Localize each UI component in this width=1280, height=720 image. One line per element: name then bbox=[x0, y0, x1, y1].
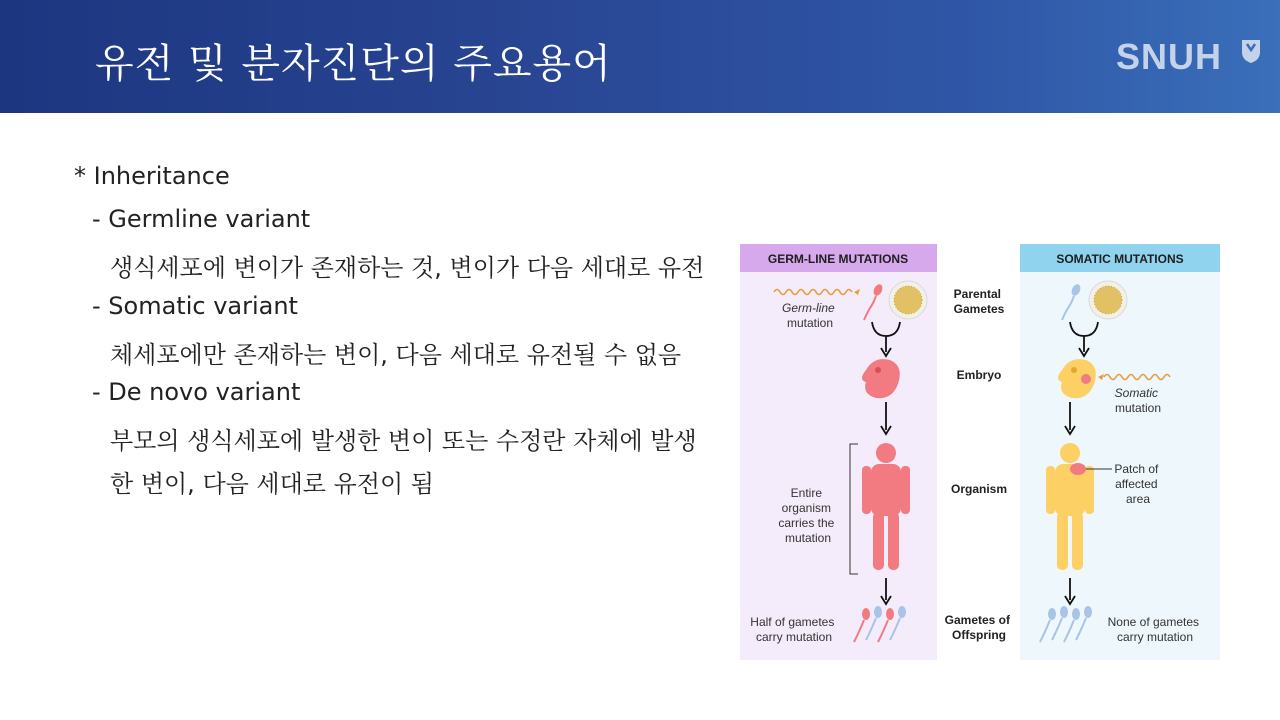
snuh-logo: SNUH bbox=[1116, 36, 1223, 77]
item-denovo-desc-1: 부모의 생식세포에 발생한 변이 또는 수정란 자체에 발생 bbox=[110, 427, 697, 455]
stage-embryo: Embryo bbox=[956, 368, 1002, 382]
affected-patch bbox=[1070, 463, 1086, 475]
item-somatic-label: - Somatic variant bbox=[92, 292, 298, 320]
stage-gametes-of-offspring: Gametes of Offspring bbox=[944, 613, 1011, 642]
somatic-title: SOMATIC MUTATIONS bbox=[1056, 252, 1184, 266]
somatic-mutation-label: Somatic mutation bbox=[1114, 386, 1162, 415]
heading-inheritance: * Inheritance bbox=[74, 162, 230, 190]
mutation-figure bbox=[730, 240, 1230, 680]
item-germline-label: - Germline variant bbox=[92, 205, 311, 233]
somatic-egg-icon bbox=[1089, 281, 1127, 319]
germline-title: GERM-LINE MUTATIONS bbox=[767, 252, 909, 266]
egg-icon bbox=[889, 281, 927, 319]
somatic-gametes-label: None of gametes carry mutation bbox=[1107, 615, 1200, 644]
stage-organism: Organism bbox=[950, 482, 1008, 496]
item-denovo-desc-2: 한 변이, 다음 세대로 유전이 됨 bbox=[110, 470, 434, 498]
page-title: 유전 및 분자진단의 주요용어 bbox=[95, 41, 612, 87]
entire-organism-label: Entire organism carries the mutation bbox=[778, 486, 835, 545]
item-somatic-desc: 체세포에만 존재하는 변이, 다음 세대로 유전될 수 없음 bbox=[110, 341, 682, 369]
patch-label: Patch of affected area bbox=[1114, 462, 1159, 506]
item-denovo-label: - De novo variant bbox=[92, 378, 301, 406]
germline-gametes-label: Half of gametes carry mutation bbox=[750, 615, 835, 644]
shield-logo-icon bbox=[1240, 38, 1262, 64]
stage-parental-gametes: Parental Gametes bbox=[953, 287, 1005, 316]
item-germline-desc: 생식세포에 변이가 존재하는 것, 변이가 다음 세대로 유전 bbox=[110, 254, 705, 282]
title-bar bbox=[0, 0, 1280, 113]
germline-mutation-label: Germ-line mutation bbox=[781, 301, 835, 330]
